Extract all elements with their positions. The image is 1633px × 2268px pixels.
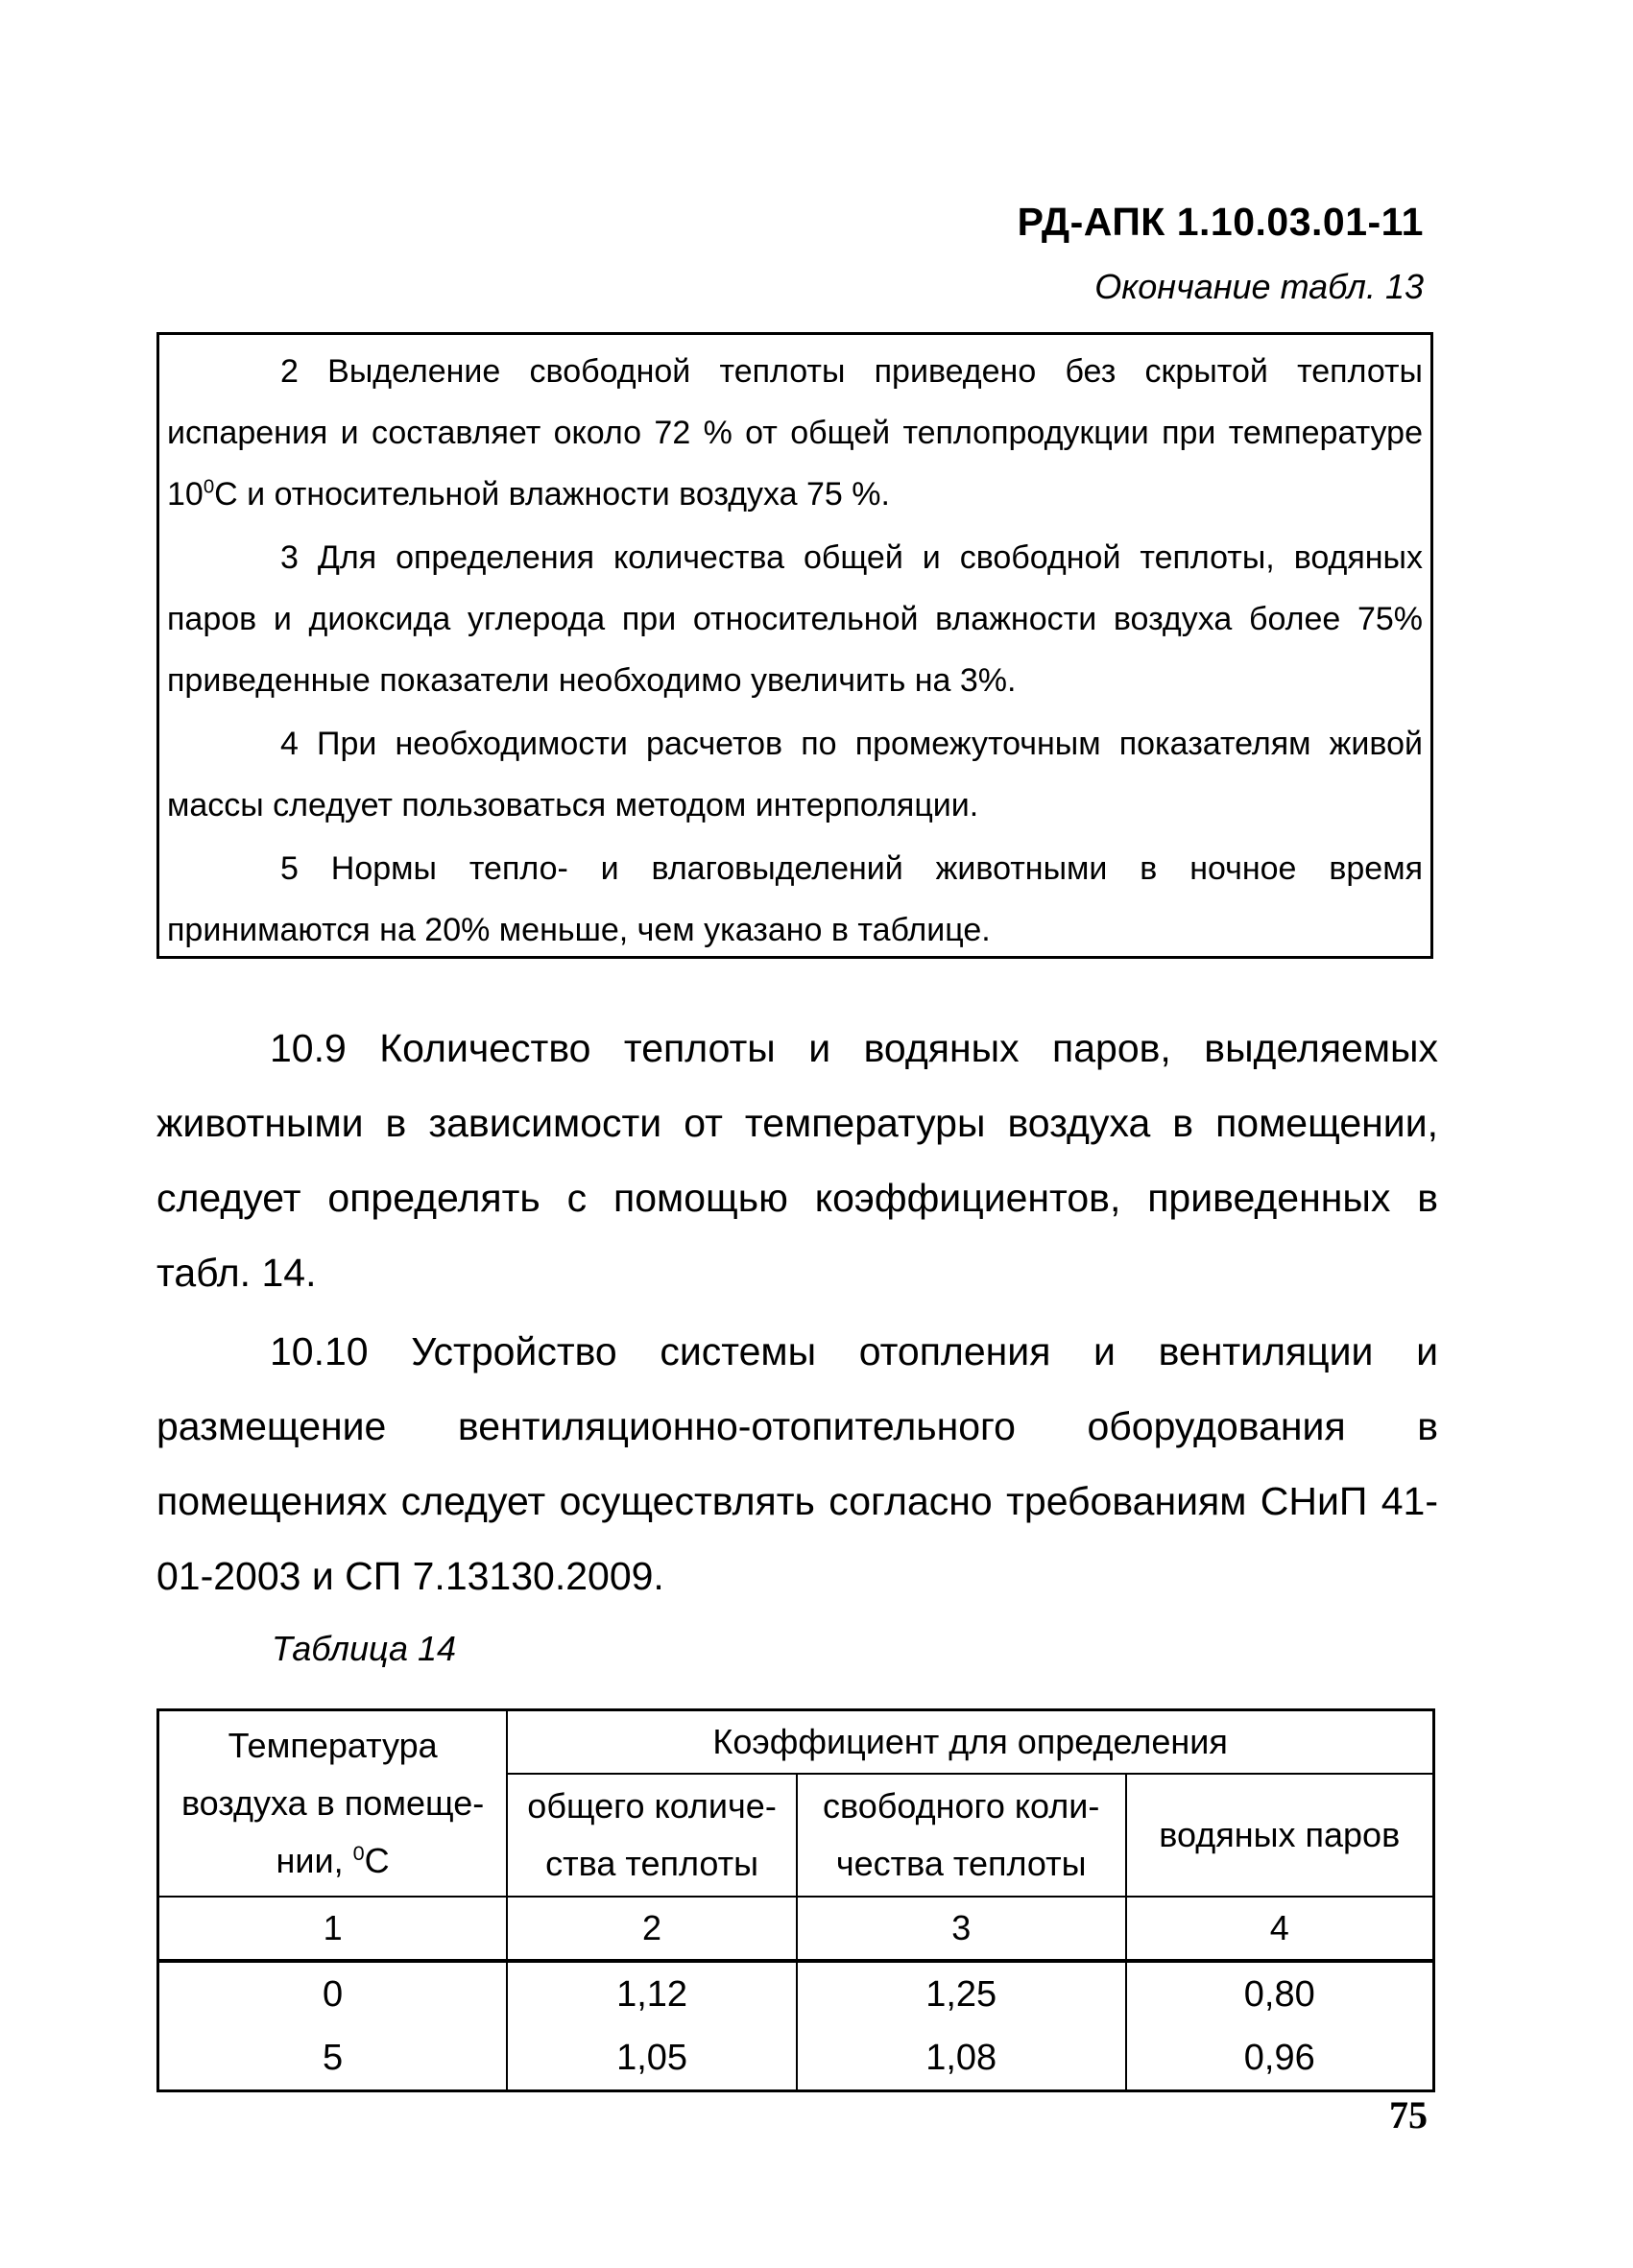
column-number: 2 bbox=[507, 1897, 797, 1961]
header-total-heat bbox=[507, 1774, 797, 1897]
cell-free-heat: 1,25 bbox=[797, 1961, 1126, 2026]
table-13-notes bbox=[156, 332, 1433, 959]
header-free-heat-line-2: чества теплоты bbox=[835, 1844, 1087, 1883]
header-free-heat bbox=[797, 1774, 1126, 1897]
header-total-heat-line-2: ства теплоты bbox=[545, 1844, 758, 1883]
note-2 bbox=[167, 341, 1423, 525]
table-column-numbers bbox=[158, 1897, 1434, 1961]
cell-total-heat: 1,12 bbox=[507, 1961, 797, 2026]
column-number: 3 bbox=[797, 1897, 1126, 1961]
header-water-vapor: водяных паров bbox=[1126, 1774, 1434, 1897]
cell-free-heat: 1,08 bbox=[797, 2026, 1126, 2091]
cell-water-vapor: 0,80 bbox=[1126, 1961, 1434, 2026]
note-2-text-a: 2 Выделение свободной теплоты приведено без скрытой теплоты испарения и составляет около 72 % от общей теплопродукции при температуре 10 bbox=[167, 353, 1423, 513]
cell-water-vapor: 0,96 bbox=[1126, 2026, 1434, 2091]
header-temperature-line-2: воздуха в помеще- bbox=[180, 1783, 485, 1823]
header-total-heat-line-1: общего количе- bbox=[527, 1786, 777, 1826]
column-number: 4 bbox=[1126, 1897, 1434, 1961]
document-code: РД-АПК 1.10.03.01-11 bbox=[1017, 200, 1424, 244]
table-row bbox=[158, 1961, 1434, 2026]
table-14 bbox=[156, 1708, 1435, 2092]
note-4: 4 При необходимости расчетов по промежуточным показателям живой массы следует пользоваться методом интерполяции. bbox=[167, 726, 1423, 824]
paragraph-10-9: 10.9 Количество теплоты и водяных паров, выделяемых животными в зависимости от температуры воздуха в помещении, следует определять с помощью коэффициентов, приведенных в табл. 14. bbox=[156, 1026, 1438, 1295]
header-temperature-unit: С bbox=[364, 1841, 390, 1880]
header-temperature-line-3: нии, bbox=[276, 1841, 353, 1880]
degree-superscript: 0 bbox=[352, 1841, 365, 1865]
degree-superscript: 0 bbox=[203, 476, 215, 498]
table-continuation-caption: Окончание табл. 13 bbox=[1094, 267, 1424, 306]
note-3: 3 Для определения количества общей и свободной теплоты, водяных паров и диоксида углерода при относительной влажности воздуха более 75% приведенные показатели необходимо увеличить на 3%. bbox=[167, 539, 1423, 699]
header-temperature-line-1: Температура bbox=[228, 1726, 438, 1765]
table-row bbox=[158, 2026, 1434, 2091]
cell-temperature: 5 bbox=[158, 2026, 508, 2091]
table-14-caption: Таблица 14 bbox=[272, 1629, 457, 1668]
cell-total-heat: 1,05 bbox=[507, 2026, 797, 2091]
note-2-text-b: С и относительной влажности воздуха 75 %. bbox=[214, 476, 890, 513]
header-coefficient-group: Коэффициент для определения bbox=[507, 1710, 1433, 1775]
page-number: 75 bbox=[1389, 2093, 1428, 2137]
table-header-row-1 bbox=[158, 1710, 1434, 1775]
note-5: 5 Нормы тепло- и влаговыделений животными в ночное время принимаются на 20% меньше, чем указано в таблице. bbox=[167, 850, 1423, 948]
cell-temperature: 0 bbox=[158, 1961, 508, 2026]
header-free-heat-line-1: свободного коли- bbox=[823, 1786, 1100, 1826]
paragraph-10-10: 10.10 Устройство системы отопления и вентиляции и размещение вентиляционно-отопительного оборудования в помещениях следует осуществлять согласно требованиям СНиП 41-01-2003 и СП 7.13130.2009. bbox=[156, 1329, 1438, 1598]
column-number: 1 bbox=[158, 1897, 508, 1961]
header-temperature bbox=[158, 1710, 508, 1898]
